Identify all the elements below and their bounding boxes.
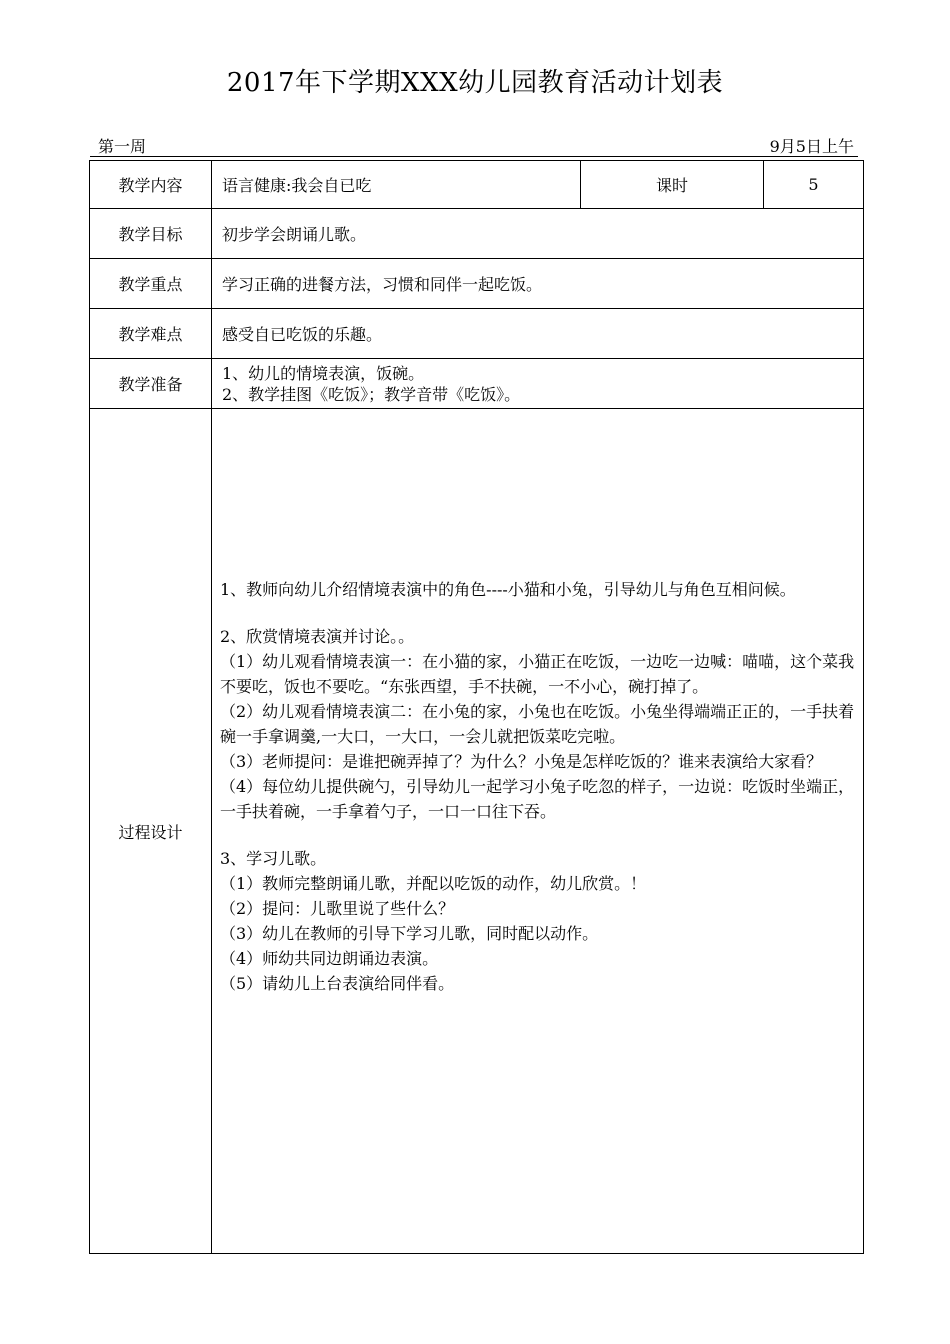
process-item: （3）幼儿在教师的引导下学习儿歌，同时配以动作。 xyxy=(220,924,599,943)
process-label: 过程设计 xyxy=(90,409,212,1254)
process-section-2-title: 2、欣赏情境表演并讨论。。 xyxy=(220,627,415,646)
process-item: （2）提问：儿歌里说了些什么？ xyxy=(220,899,455,918)
process-item: （4）每位幼儿提供碗勺，引导幼儿一起学习小兔子吃忽的样子，一边说：吃饭时坐端正，一手扶着碗，一手拿着勺子，一口一口往下吞。 xyxy=(220,777,855,821)
process-section-1: 1、教师向幼儿介绍情境表演中的角色----小猫和小兔，引导幼儿与角色互相问候。 xyxy=(220,580,796,599)
process-item: （2）幼儿观看情境表演二：在小兔的家，小兔也在吃饭。小兔坐得端端正正的，一手扶着碗一手拿调羹,一大口，一大口，一会儿就把饭菜吃完啦。 xyxy=(220,702,855,746)
hours-label: 课时 xyxy=(581,161,764,209)
row-difficulty xyxy=(90,309,864,359)
process-item: （5）请幼儿上台表演给同伴看。 xyxy=(220,974,455,993)
focus-value: 学习正确的进餐方法，习惯和同伴一起吃饭。 xyxy=(212,259,864,309)
header-rule xyxy=(90,156,858,157)
content-value: 语言健康:我会自已吃 xyxy=(212,161,581,209)
preparation-value xyxy=(212,359,864,409)
hours-value: 5 xyxy=(764,161,864,209)
row-goal xyxy=(90,209,864,259)
process-section-3-title: 3、学习儿歌。 xyxy=(220,849,327,868)
row-content xyxy=(90,161,864,209)
content-label: 教学内容 xyxy=(90,161,212,209)
goal-value: 初步学会朗诵儿歌。 xyxy=(212,209,864,259)
process-content xyxy=(212,409,864,1254)
difficulty-label: 教学难点 xyxy=(90,309,212,359)
document-title: 2017年下学期XXX幼儿园教育活动计划表 xyxy=(226,68,724,98)
difficulty-value: 感受自已吃饭的乐趣。 xyxy=(212,309,864,359)
row-process xyxy=(90,409,864,1254)
focus-label: 教学重点 xyxy=(90,259,212,309)
date-label: 9月5日上午 xyxy=(769,137,854,156)
process-item: （4）师幼共同边朗诵边表演。 xyxy=(220,949,439,968)
preparation-label: 教学准备 xyxy=(90,359,212,409)
process-item: （3）老师提问：是谁把碗弄掉了？为什么？小兔是怎样吃饭的？谁来表演给大家看？ xyxy=(220,752,823,771)
row-focus xyxy=(90,259,864,309)
activity-plan-table xyxy=(89,160,864,1254)
goal-label: 教学目标 xyxy=(90,209,212,259)
row-preparation xyxy=(90,359,864,409)
process-item: （1）教师完整朗诵儿歌，并配以吃饭的动作，幼儿欣赏。！ xyxy=(220,874,647,893)
week-label: 第一周 xyxy=(98,137,147,156)
preparation-line: 2、教学挂图《吃饭》；教学音带《吃饭》。 xyxy=(222,384,521,404)
preparation-line: 1、幼儿的情境表演，饭碗。 xyxy=(222,363,425,383)
process-item: （1）幼儿观看情境表演一：在小猫的家，小猫正在吃饭，一边吃一边喊：喵喵，这个菜我不要吃，饭也不要吃。“东张西望，手不扶碗，一不小心，碗打掉了。 xyxy=(220,652,855,696)
